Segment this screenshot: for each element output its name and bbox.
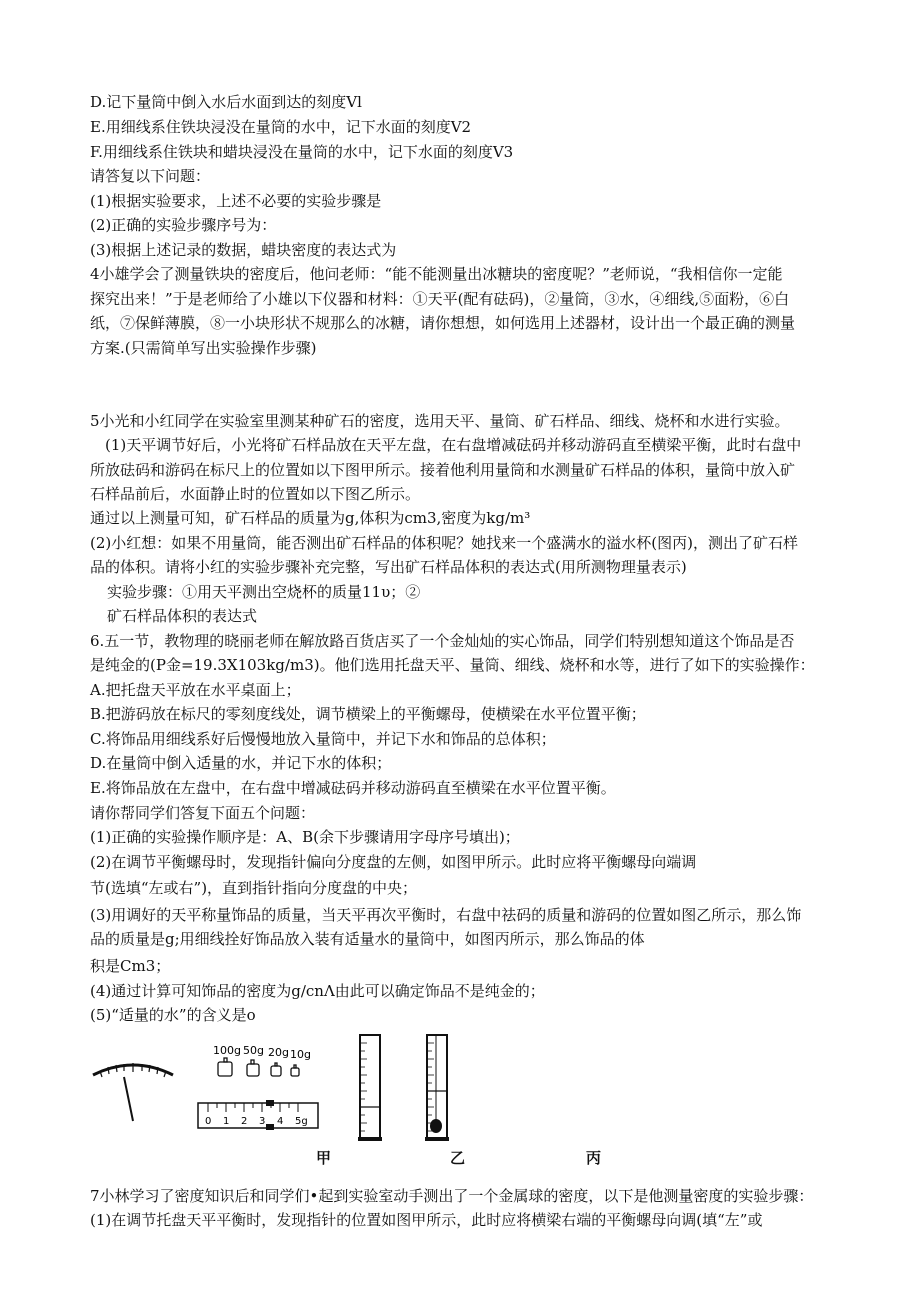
text-line: 品的质量是g;用细线拴好饰品放入装有适量水的量筒中，如图丙所示，那么饰品的体 (90, 930, 645, 948)
scale-number: 1 (223, 1116, 230, 1127)
weights-and-rider-figure (195, 1040, 325, 1135)
figure-label: 甲 (316, 1149, 332, 1167)
text-line: 5小光和小红同学在实验室里测某种矿石的密度，选用天平、量筒、矿石样品、细线、烧杯和水进行实验。 (90, 412, 790, 430)
figure-label: 丙 (586, 1149, 602, 1167)
weight-label: 20g (268, 1046, 289, 1059)
balance-pointer-figure (88, 1055, 178, 1125)
text-line: 石样品前后，水面静止时的位置如以下图乙所示。 (90, 485, 421, 503)
text-line: 4小雄学会了测量铁块的密度后，他问老师：“能不能测量出冰糖块的密度呢？”老师说，“我相信你一定能 (90, 265, 783, 283)
weight-label: 100g (213, 1044, 241, 1057)
text-line: 7小林学习了密度知识后和同学们•起到实验室动手测出了一个金属球的密度，以下是他测量密度的实验步骤： (90, 1187, 814, 1205)
scale-number: 5g (295, 1116, 308, 1127)
text-line: 矿石样品体积的表达式 (107, 607, 258, 625)
text-line: (3)根据上述记录的数据，蜡块密度的表达式为 (90, 241, 397, 259)
figure-label: 乙 (450, 1149, 466, 1167)
text-line: (1)在调节托盘天平平衡时，发现指针的位置如图甲所示，此时应将横梁右端的平衡螺母向调(填“左”或 (90, 1211, 763, 1229)
text-line: 积是Cm3； (90, 957, 171, 975)
scale-number: 2 (241, 1116, 248, 1127)
text-line: (1)根据实验要求，上述不必要的实验步骤是 (90, 192, 382, 210)
text-line: 探究出来！”于是老师给了小雄以下仪器和材料：①天平(配有砝码)，②量筒，③水，④细线,⑤面粉，⑥白 (90, 290, 790, 308)
text-line: B.把游码放在标尺的零刻度线处，调节横梁上的平衡螺母，使横梁在水平位置平衡； (90, 705, 646, 723)
scale-number: 3 (259, 1116, 266, 1127)
text-line: D.记下量筒中倒入水后水面到达的刻度Vl (90, 93, 362, 111)
text-line: 实验步骤：①用天平测出空烧杯的质量11υ；② (107, 583, 421, 601)
scale-number: 4 (277, 1116, 284, 1127)
text-line: C.将饰品用细线系好后慢慢地放入量筒中，并记下水和饰品的总体积； (90, 730, 556, 748)
text-line: 6.五一节，教物理的晓丽老师在解放路百货店买了一个金灿灿的实心饰品，同学们特别想知道这个饰品是否 (90, 632, 795, 650)
text-line: (1)正确的实验操作顺序是：A、B(余下步骤请用字母序号填出)； (90, 828, 520, 846)
text-line: (5)“适量的水”的含义是o (90, 1006, 256, 1024)
graduated-cylinder-with-sample-figure (422, 1033, 454, 1143)
text-line: 请你帮同学们答复下面五个问题： (90, 804, 316, 822)
text-line: E.用细线系住铁块浸没在量筒的水中，记下水面的刻度V2 (90, 118, 472, 136)
text-line: (1)天平调节好后，小光将矿石样品放在天平左盘，在右盘增减砝码并移动游码直至横梁平衡，此时右盘中 (105, 436, 802, 454)
graduated-cylinder-figure (355, 1033, 387, 1143)
scale-number: 0 (205, 1116, 212, 1127)
text-line: 所放砝码和游码在标尺上的位置如以下图甲所示。接着他利用量筒和水测量矿石样品的体积，量筒中放入矿 (90, 461, 796, 479)
text-line: A.把托盘天平放在水平桌面上； (90, 681, 301, 699)
text-line: 纸，⑦保鲜薄膜，⑧一小块形状不规那么的冰糖，请你想想，如何选用上述器材，设计出一个最正确的测量 (90, 314, 796, 332)
text-line: (2)正确的实验步骤序号为： (90, 216, 277, 234)
text-line: 是纯金的(P金=19.3X103kg∕m3)。他们选用托盘天平、量筒、细线、烧杯和水等，进行了如下的实验操作： (90, 656, 815, 674)
text-line: 通过以上测量可知，矿石样品的质量为g,体积为cm3,密度为kg∕m³ (90, 509, 531, 527)
text-line: 节(选填“左或右”)，直到指针指向分度盘的中央； (90, 879, 418, 897)
text-line: (2)在调节平衡螺母时，发现指针偏向分度盘的左侧，如图甲所示。此时应将平衡螺母向端调 (90, 853, 697, 871)
text-line: (2)小红想：如果不用量筒，能否测出矿石样品的体积呢？她找来一个盛满水的溢水杯(图丙)，测出了矿石样 (90, 534, 798, 552)
weight-label: 50g (243, 1044, 264, 1057)
text-line: (4)通过计算可知饰品的密度为g∕cnΛ由此可以确定饰品不是纯金的； (90, 982, 545, 1000)
text-line: (3)用调好的天平称量饰品的质量，当天平再次平衡时，右盘中祛码的质量和游码的位置如图乙所示，那么饰 (90, 906, 802, 924)
text-line: 请答复以下问题： (90, 167, 211, 185)
text-line: D.在量筒中倒入适量的水，并记下水的体积； (90, 754, 392, 772)
text-line: 方案.(只需简单写出实验操作步骤) (90, 339, 317, 357)
text-line: F.用细线系住铁块和蜡块浸没在量筒的水中，记下水面的刻度V3 (90, 143, 514, 161)
text-line: 品的体积。请将小红的实验步骤补充完整，写出矿石样品体积的表达式(用所测物理量表示) (90, 558, 687, 576)
text-line: E.将饰品放在左盘中，在右盘中增减砝码并移动游码直至横梁在水平位置平衡。 (90, 779, 616, 797)
weight-label: 10g (290, 1048, 311, 1061)
